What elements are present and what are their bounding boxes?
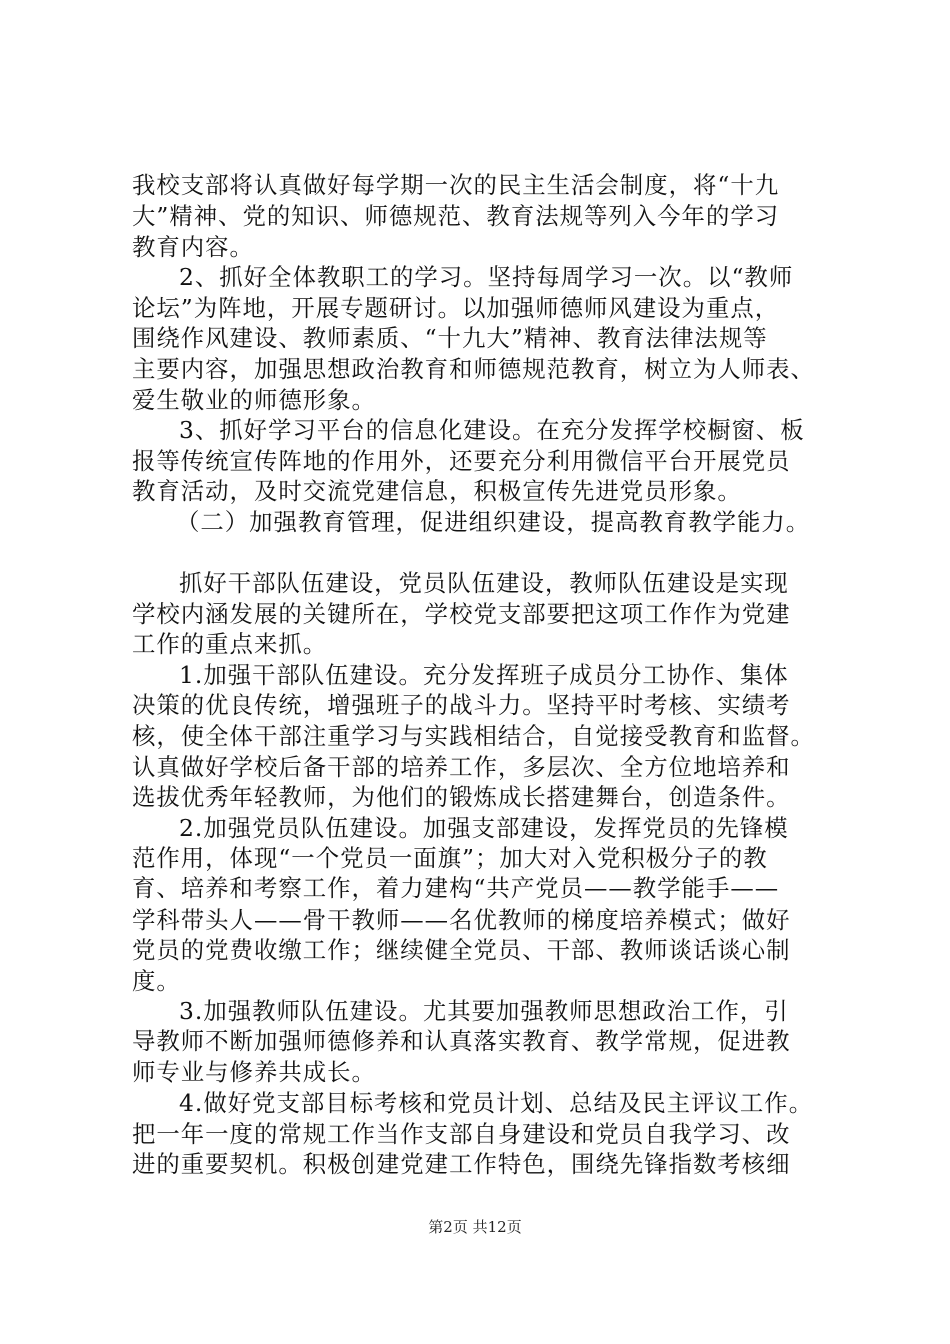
- text-line: 核，使全体干部注重学习与实践相结合，自觉接受教育和监督。: [132, 722, 815, 751]
- text-line: 3.加强教师队伍建设。尤其要加强教师思想政治工作，引: [179, 997, 789, 1025]
- text-line: 主要内容，加强思想政治教育和师德规范教育，树立为人师表、: [132, 354, 815, 383]
- text-line: 围绕作风建设、教师素质、“十九大”精神、教育法律法规等: [132, 324, 768, 352]
- text-line: 抓好干部队伍建设，党员队伍建设，教师队伍建设是实现: [179, 569, 789, 598]
- text-line: 1.加强干部队伍建设。充分发挥班子成员分工协作、集体: [179, 660, 789, 689]
- text-line: 度。: [132, 966, 181, 995]
- text-line: 导教师不断加强师德修养和认真落实教育、教学常规，促进教: [132, 1027, 791, 1056]
- text-line: 2.加强党员队伍建设。加强支部建设，发挥党员的先锋模: [179, 813, 789, 842]
- text-line: 报等传统宣传阵地的作用外，还要充分利用微信平台开展党员: [132, 446, 791, 475]
- text-line: 范作用，体现“一个党员一面旗”；加大对入党积极分子的教: [132, 844, 768, 872]
- text-line: 我校支部将认真做好每学期一次的民主生活会制度，将“十九: [132, 171, 780, 199]
- text-line: 4.做好党支部目标考核和党员计划、总结及民主评议工作。: [179, 1089, 814, 1118]
- text-line: 决策的优良传统，增强班子的战斗力。坚持平时考核、实绩考: [132, 690, 791, 719]
- text-line: 学校内涵发展的关键所在，学校党支部要把这项工作作为党建: [132, 599, 791, 628]
- text-line: 师专业与修养共成长。: [132, 1057, 376, 1086]
- page-footer: 第2页 共12页: [428, 1218, 522, 1236]
- text-line: 学科带头人——骨干教师——名优教师的梯度培养模式；做好: [132, 905, 791, 934]
- text-line: 工作的重点来抓。: [132, 630, 328, 659]
- text-line: 教育活动，及时交流党建信息，积极宣传先进党员形象。: [132, 477, 742, 505]
- text-line: 进的重要契机。积极创建党建工作特色，围绕先锋指数考核细: [132, 1150, 791, 1178]
- text-line: 3、抓好学习平台的信息化建设。在充分发挥学校橱窗、板: [179, 416, 805, 445]
- text-line: 认真做好学校后备干部的培养工作，多层次、全方位地培养和: [132, 752, 791, 781]
- text-line: 教育内容。: [132, 232, 254, 261]
- text-line: 育、培养和考察工作，着力建构“共产党员——教学能手——: [132, 874, 780, 903]
- text-line: 大”精神、党的知识、师德规范、教育法规等列入今年的学习: [132, 202, 780, 231]
- text-line: 2、抓好全体教职工的学习。坚持每周学习一次。以“教师: [179, 263, 794, 292]
- text-line: 论坛”为阵地，开展专题研讨。以加强师德师风建设为重点，: [132, 293, 780, 322]
- text-line: 爱生敬业的师德形象。: [132, 385, 376, 414]
- section-heading: （二）加强教育管理，促进组织建设，提高教育教学能力。: [176, 507, 811, 536]
- text-line: 党员的党费收缴工作；继续健全党员、干部、教师谈话谈心制: [132, 936, 791, 965]
- text-line: 选拔优秀年轻教师，为他们的锻炼成长搭建舞台，创造条件。: [132, 783, 791, 812]
- text-line: 把一年一度的常规工作当作支部自身建设和党员自我学习、改: [132, 1119, 791, 1148]
